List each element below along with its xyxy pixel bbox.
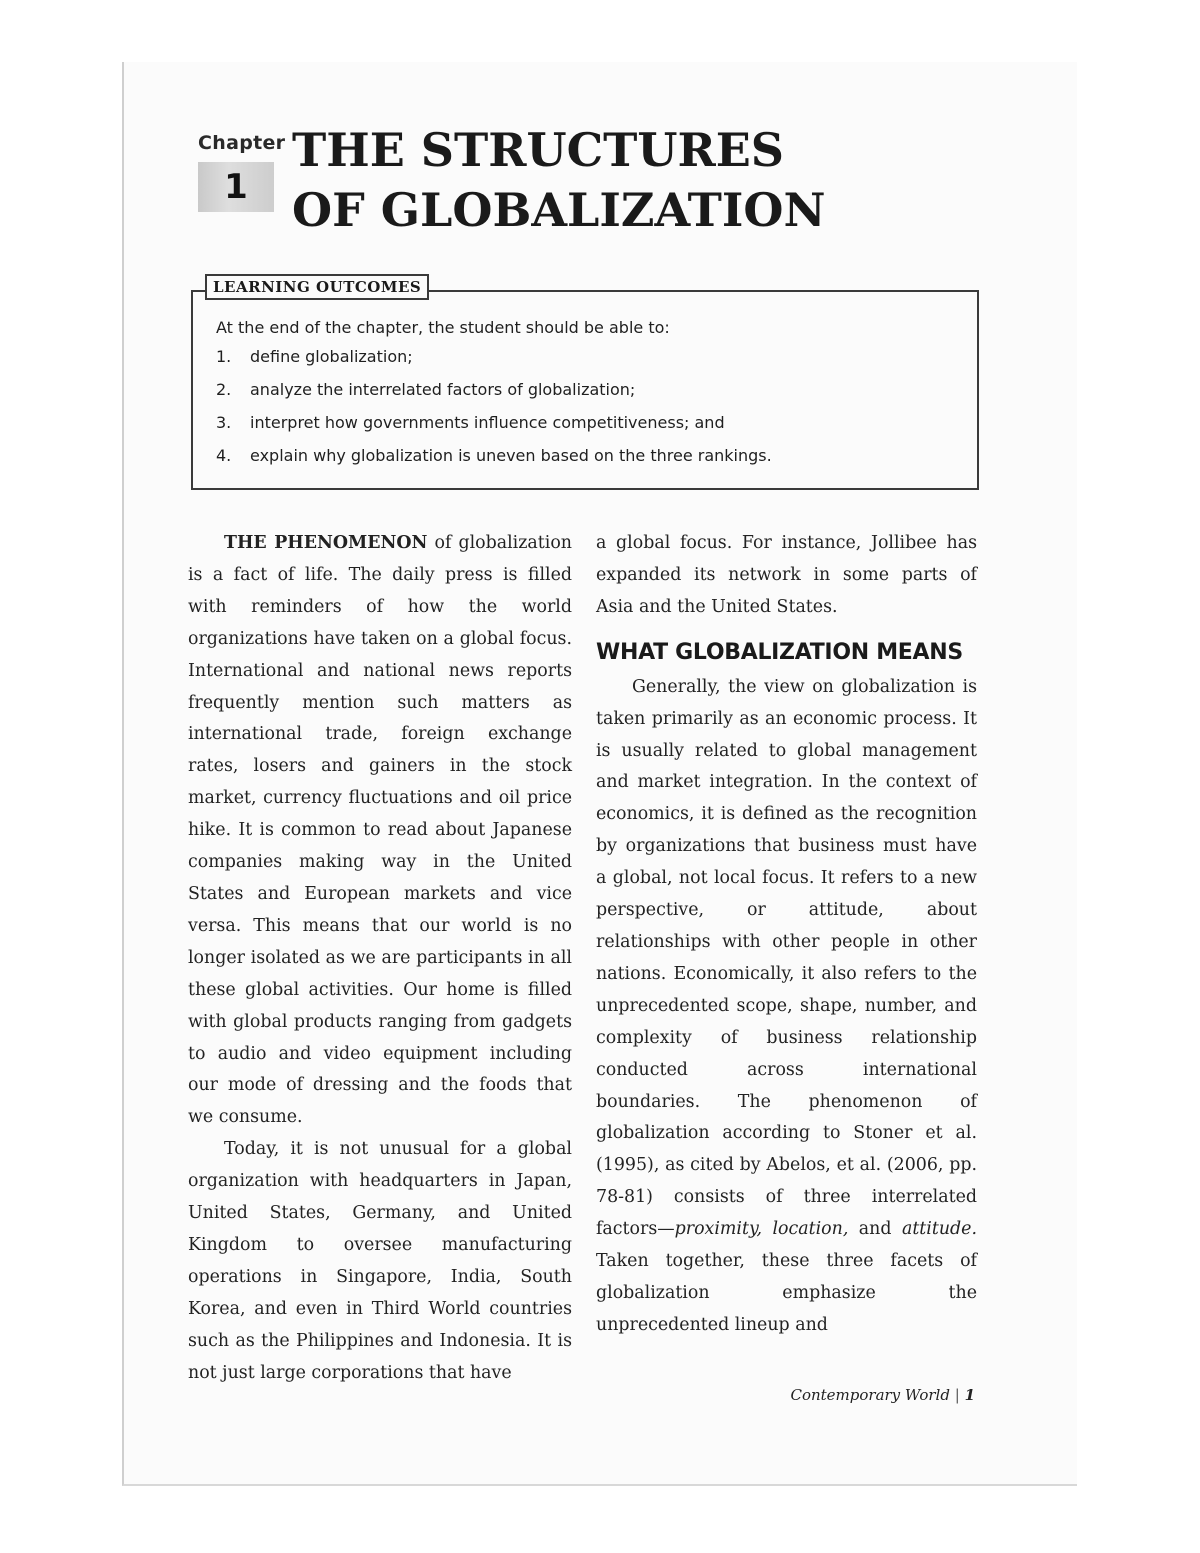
paragraph-text: Generally, the view on globalization is taken primarily as an economic process. It is usually related to global management and market integration. In the context of economics, it is defined as the recognition by organizations that business must have a global, not local focus. It refers to a new perspective, or attitude, about relationships with other people in other nations. Economically, it also refers to the unprecedented scope, shape, number, and complexity of business relationship conducted across international boundaries. The phenomenon of globalization according to Stoner et al. (1995), as cited by Abelos, et al. (2006, pp. 78-81) consists of three interrelated factors— — [596, 676, 977, 1240]
paragraph-lead: THE PHENOMENON — [224, 533, 428, 553]
learning-outcomes-intro: At the end of the chapter, the student should be able to: — [216, 318, 670, 337]
section-heading: WHAT GLOBALIZATION MEANS — [596, 639, 963, 665]
outcome-number: 4. — [216, 446, 232, 465]
outcome-text: define globalization; — [250, 347, 413, 366]
outcome-text: analyze the interrelated factors of globalization; — [250, 380, 636, 399]
chapter-marker — [198, 132, 286, 207]
body-paragraph — [596, 672, 977, 1342]
learning-outcomes-tag: LEARNING OUTCOMES — [205, 274, 429, 300]
outcome-item — [216, 346, 772, 379]
outcome-number: 3. — [216, 413, 232, 432]
outcome-text: interpret how governments influence competitiveness; and — [250, 413, 725, 432]
chapter-title-line1: THE STRUCTURES — [292, 123, 785, 177]
body-column-right — [596, 528, 977, 1342]
body-paragraph — [188, 528, 572, 1134]
paragraph-text: Taken together, these three facets of globalization emphasize the unprecedented lineup and — [596, 1251, 977, 1335]
conjunction: and — [848, 1219, 902, 1240]
outcome-number: 2. — [216, 380, 232, 399]
term-attitude: attitude. — [901, 1219, 978, 1240]
term-proximity: proximity, — [674, 1219, 763, 1240]
outcome-item — [216, 379, 772, 412]
footer-separator: | — [954, 1386, 960, 1404]
chapter-title-line2: OF GLOBALIZATION — [292, 183, 826, 237]
page-footer — [790, 1386, 975, 1404]
body-column-left — [188, 528, 572, 1389]
footer-book-title: Contemporary World — [790, 1386, 950, 1404]
body-paragraph: a global focus. For instance, Jollibee has expanded its network in some parts of Asia and the United States. — [596, 533, 977, 617]
outcome-text: explain why globalization is uneven based on the three rankings. — [250, 446, 772, 465]
learning-outcomes-list — [216, 346, 772, 478]
chapter-number: 1 — [198, 162, 274, 212]
body-paragraph: Today, it is not unusual for a global organization with headquarters in Japan, United States, Germany, and United Kingdom to oversee manufacturing operations in Singapore, India, South Korea, and even in Third World countries such as the Philippines and Indonesia. It is not just large corporations that have — [188, 1139, 572, 1383]
outcome-item — [216, 412, 772, 445]
outcome-item — [216, 445, 772, 478]
paragraph-text: of globalization is a fact of life. The daily press is filled with reminders of how the world organizations have taken on a global focus. International and national news reports frequently mention such matters as international trade, foreign exchange rates, losers and gainers in the stock market, currency fluctuations and oil price hike. It is common to read about Japanese companies making way in the United States and European markets and vice versa. This means that our world is no longer isolated as we are participants in all these global activities. Our home is filled with global products ranging from gadgets to audio and video equipment including our mode of dressing and the foods that we consume. — [188, 533, 572, 1128]
footer-page-number: 1 — [964, 1386, 975, 1404]
outcome-number: 1. — [216, 347, 232, 366]
chapter-title — [292, 120, 892, 240]
chapter-label: Chapter — [198, 132, 286, 154]
term-location: location, — [772, 1219, 849, 1240]
